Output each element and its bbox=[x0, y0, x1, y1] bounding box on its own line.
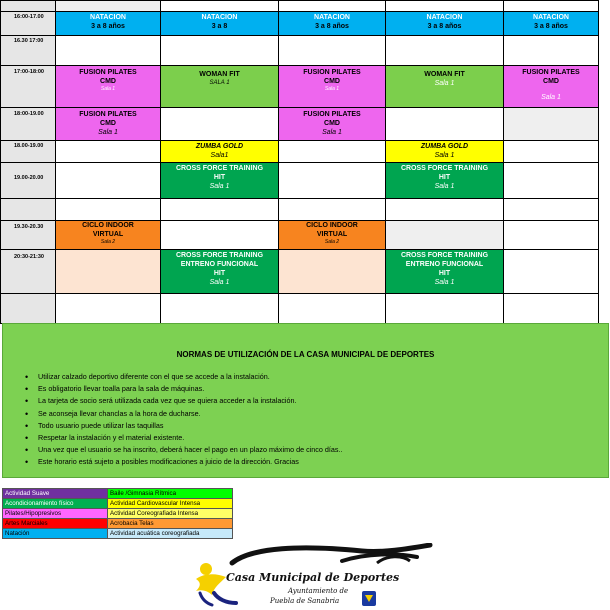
cmd-logo-subtitle-2: Puebla de Sanabria bbox=[270, 597, 340, 605]
time-slot-label: 18:00-19.00 bbox=[14, 111, 44, 117]
legend-item: Actividad Suave bbox=[3, 489, 108, 499]
rules-title: NORMAS DE UTILIZACIÓN DE LA CASA MUNICIPAL DE DEPORTES bbox=[176, 350, 435, 359]
activity-room: Sala 1 bbox=[209, 183, 230, 190]
time-slot-label: 16.30 17:00 bbox=[14, 38, 44, 44]
rule-item: • Una vez que el usuario se ha inscrito, deberá hacer el pago en un plazo máximo de cinco días.. bbox=[25, 444, 342, 456]
empty-cell bbox=[503, 108, 598, 140]
grid-line-horizontal bbox=[0, 35, 599, 36]
grid-line-horizontal bbox=[0, 107, 599, 108]
legend-table bbox=[2, 488, 233, 539]
activity-title: FUSION PILATES bbox=[79, 69, 137, 76]
activity-room: Sala 1 bbox=[324, 86, 340, 92]
activity-subtitle: HIT bbox=[213, 174, 226, 181]
activity-subtitle: CMD bbox=[324, 78, 340, 85]
activity-room: Sala 1 bbox=[434, 80, 455, 87]
activity-title: WOMAN FIT bbox=[199, 71, 240, 78]
activity-entreno-funcional bbox=[161, 250, 278, 293]
activity-woman-fit bbox=[386, 66, 503, 107]
activity-title: CROSS FORCE TRAINING bbox=[400, 252, 489, 259]
activity-subtitle: ENTRENO FUNCIONAL bbox=[405, 261, 484, 268]
activity-title: ZUMBA GOLD bbox=[195, 143, 244, 150]
activity-ages: 3 a 8 años bbox=[534, 23, 568, 30]
empty-cell bbox=[55, 0, 160, 11]
rule-item: • Este horario está sujeto a posibles modificaciones a juicio de la dirección. Gracias bbox=[25, 456, 342, 468]
activity-title: NATACION bbox=[533, 14, 569, 21]
empty-cell bbox=[278, 250, 385, 293]
cmd-logo-title: Casa Municipal de Deportes bbox=[226, 571, 400, 584]
activity-subtitle: HIT bbox=[438, 270, 451, 277]
activity-room: Sala 1 bbox=[434, 152, 455, 159]
activity-title: NATACION bbox=[90, 14, 126, 21]
activity-room: Sala 1 bbox=[541, 94, 561, 101]
activity-title: CICLO INDOOR bbox=[82, 222, 134, 229]
activity-room: Sala 2 bbox=[324, 239, 340, 245]
activity-room: Sala 1 bbox=[434, 183, 455, 190]
empty-cell bbox=[385, 220, 503, 249]
grid-line-horizontal bbox=[0, 0, 599, 1]
activity-ages: 3 a 8 años bbox=[427, 23, 462, 30]
rule-item: • Es obligatorio llevar toalla para la sala de máquinas. bbox=[25, 383, 342, 395]
legend-item: Pilates/Hipopresivos bbox=[3, 509, 108, 519]
activity-title: WOMAN FIT bbox=[424, 71, 465, 78]
activity-subtitle: HIT bbox=[213, 270, 226, 277]
activity-title: CROSS FORCE TRAINING bbox=[400, 165, 489, 172]
activity-fusion-pilates bbox=[279, 66, 385, 107]
activity-natacion bbox=[56, 11, 160, 35]
activity-subtitle: HIT bbox=[438, 174, 451, 181]
activity-ciclo-indoor bbox=[279, 220, 385, 249]
legend-item: Baile /Gimnasia Rítmica bbox=[108, 489, 233, 499]
grid-line-horizontal bbox=[0, 11, 599, 12]
activity-title: NATACION bbox=[314, 14, 350, 21]
activity-natacion bbox=[386, 11, 503, 35]
activity-natacion bbox=[161, 11, 278, 35]
activity-ages: 3 a 8 años bbox=[315, 23, 349, 30]
legend-item: Acondicionamiento físico bbox=[3, 499, 108, 509]
activity-subtitle: ENTRENO FUNCIONAL bbox=[180, 261, 259, 268]
activity-room: Sala 1 bbox=[209, 279, 230, 286]
activity-entreno-funcional bbox=[386, 250, 503, 293]
activity-fusion-pilates bbox=[56, 108, 160, 140]
activity-fusion-pilates bbox=[504, 66, 598, 107]
legend-item: Actividad Coreografiada Intensa bbox=[108, 509, 233, 519]
grid-line-horizontal bbox=[0, 140, 599, 141]
activity-natacion bbox=[504, 11, 598, 35]
legend-item: Acrobacia Telas bbox=[108, 519, 233, 529]
empty-cell bbox=[55, 250, 160, 293]
activity-title: FUSION PILATES bbox=[522, 69, 580, 76]
activity-zumba-gold bbox=[161, 141, 278, 162]
rule-item: • Todo usuario puede utilizar las taquillas bbox=[25, 420, 342, 432]
activity-room: Sala 1 bbox=[322, 129, 342, 136]
activity-subtitle: CMD bbox=[543, 78, 559, 85]
time-slot-label: 18.00-19.00 bbox=[14, 143, 44, 149]
activity-ages: 3 a 8 bbox=[211, 23, 228, 30]
rule-item: • Utilizar calzado deportivo diferente con el que se accede a la instalación. bbox=[25, 371, 342, 383]
activity-room: Sala 1 bbox=[434, 279, 455, 286]
activity-title: FUSION PILATES bbox=[303, 69, 361, 76]
activity-title: CROSS FORCE TRAINING bbox=[175, 165, 264, 172]
activity-room: SALA 1 bbox=[209, 80, 230, 86]
activity-title: NATACION bbox=[426, 14, 463, 21]
legend-item: Artes Marciales bbox=[3, 519, 108, 529]
rule-item: • Se aconseja llevar chanclas a la hora de ducharse. bbox=[25, 408, 342, 420]
activity-woman-fit bbox=[161, 66, 278, 107]
activity-zumba-gold bbox=[386, 141, 503, 162]
activity-fusion-pilates bbox=[279, 108, 385, 140]
cmd-logo-subtitle-1: Ayuntamiento de bbox=[288, 587, 349, 595]
activity-subtitle: CMD bbox=[324, 120, 340, 127]
activity-fusion-pilates bbox=[56, 66, 160, 107]
activity-room: Sala1 bbox=[210, 152, 229, 159]
rules-panel bbox=[2, 323, 609, 478]
activity-room: Sala 2 bbox=[100, 239, 116, 245]
legend-item: Actividad acuática coreografiada bbox=[108, 529, 233, 539]
rule-item: • La tarjeta de socio será utilizada cada vez que se quiera acceder a la instalación. bbox=[25, 395, 342, 407]
time-slot-label: 19.00-20.00 bbox=[14, 175, 44, 181]
grid-line-horizontal bbox=[0, 162, 599, 163]
activity-cross-force bbox=[161, 163, 278, 198]
grid-line-horizontal bbox=[0, 198, 599, 199]
activity-title: CROSS FORCE TRAINING bbox=[175, 252, 264, 259]
activity-subtitle: VIRTUAL bbox=[92, 231, 124, 238]
time-slot-label: 17:00-18:00 bbox=[14, 69, 44, 75]
activity-title: NATACION bbox=[201, 14, 238, 21]
activity-title: CICLO INDOOR bbox=[306, 222, 358, 229]
grid-line-horizontal bbox=[0, 220, 599, 221]
activity-title: FUSION PILATES bbox=[79, 111, 137, 118]
activity-cross-force bbox=[386, 163, 503, 198]
activity-title: ZUMBA GOLD bbox=[420, 143, 469, 150]
activity-title: FUSION PILATES bbox=[303, 111, 361, 118]
legend-item: Actividad Cardiovascular Intensa bbox=[108, 499, 233, 509]
legend-item: Natación bbox=[3, 529, 108, 539]
cmd-logo-brand bbox=[312, 543, 314, 544]
time-slot-label: 16:00-17.00 bbox=[14, 14, 44, 20]
activity-ages: 3 a 8 años bbox=[91, 23, 125, 30]
activity-room: Sala 1 bbox=[98, 129, 118, 136]
grid-line-horizontal bbox=[0, 249, 599, 250]
activity-ciclo-indoor bbox=[56, 220, 160, 249]
activity-subtitle: VIRTUAL bbox=[316, 231, 348, 238]
time-slot-label: 19.30-20.30 bbox=[14, 224, 44, 230]
activity-natacion bbox=[279, 11, 385, 35]
activity-room: Sala 1 bbox=[100, 86, 116, 92]
rule-item: • Respetar la instalación y el material existente. bbox=[25, 432, 342, 444]
grid-line-horizontal bbox=[0, 65, 599, 66]
activity-subtitle: CMD bbox=[100, 78, 116, 85]
activity-subtitle: CMD bbox=[100, 120, 116, 127]
grid-line-horizontal bbox=[0, 293, 599, 294]
time-slot-label: 20:30-21:30 bbox=[14, 254, 44, 260]
rules-list bbox=[25, 371, 342, 469]
cmd-logo bbox=[192, 543, 442, 609]
